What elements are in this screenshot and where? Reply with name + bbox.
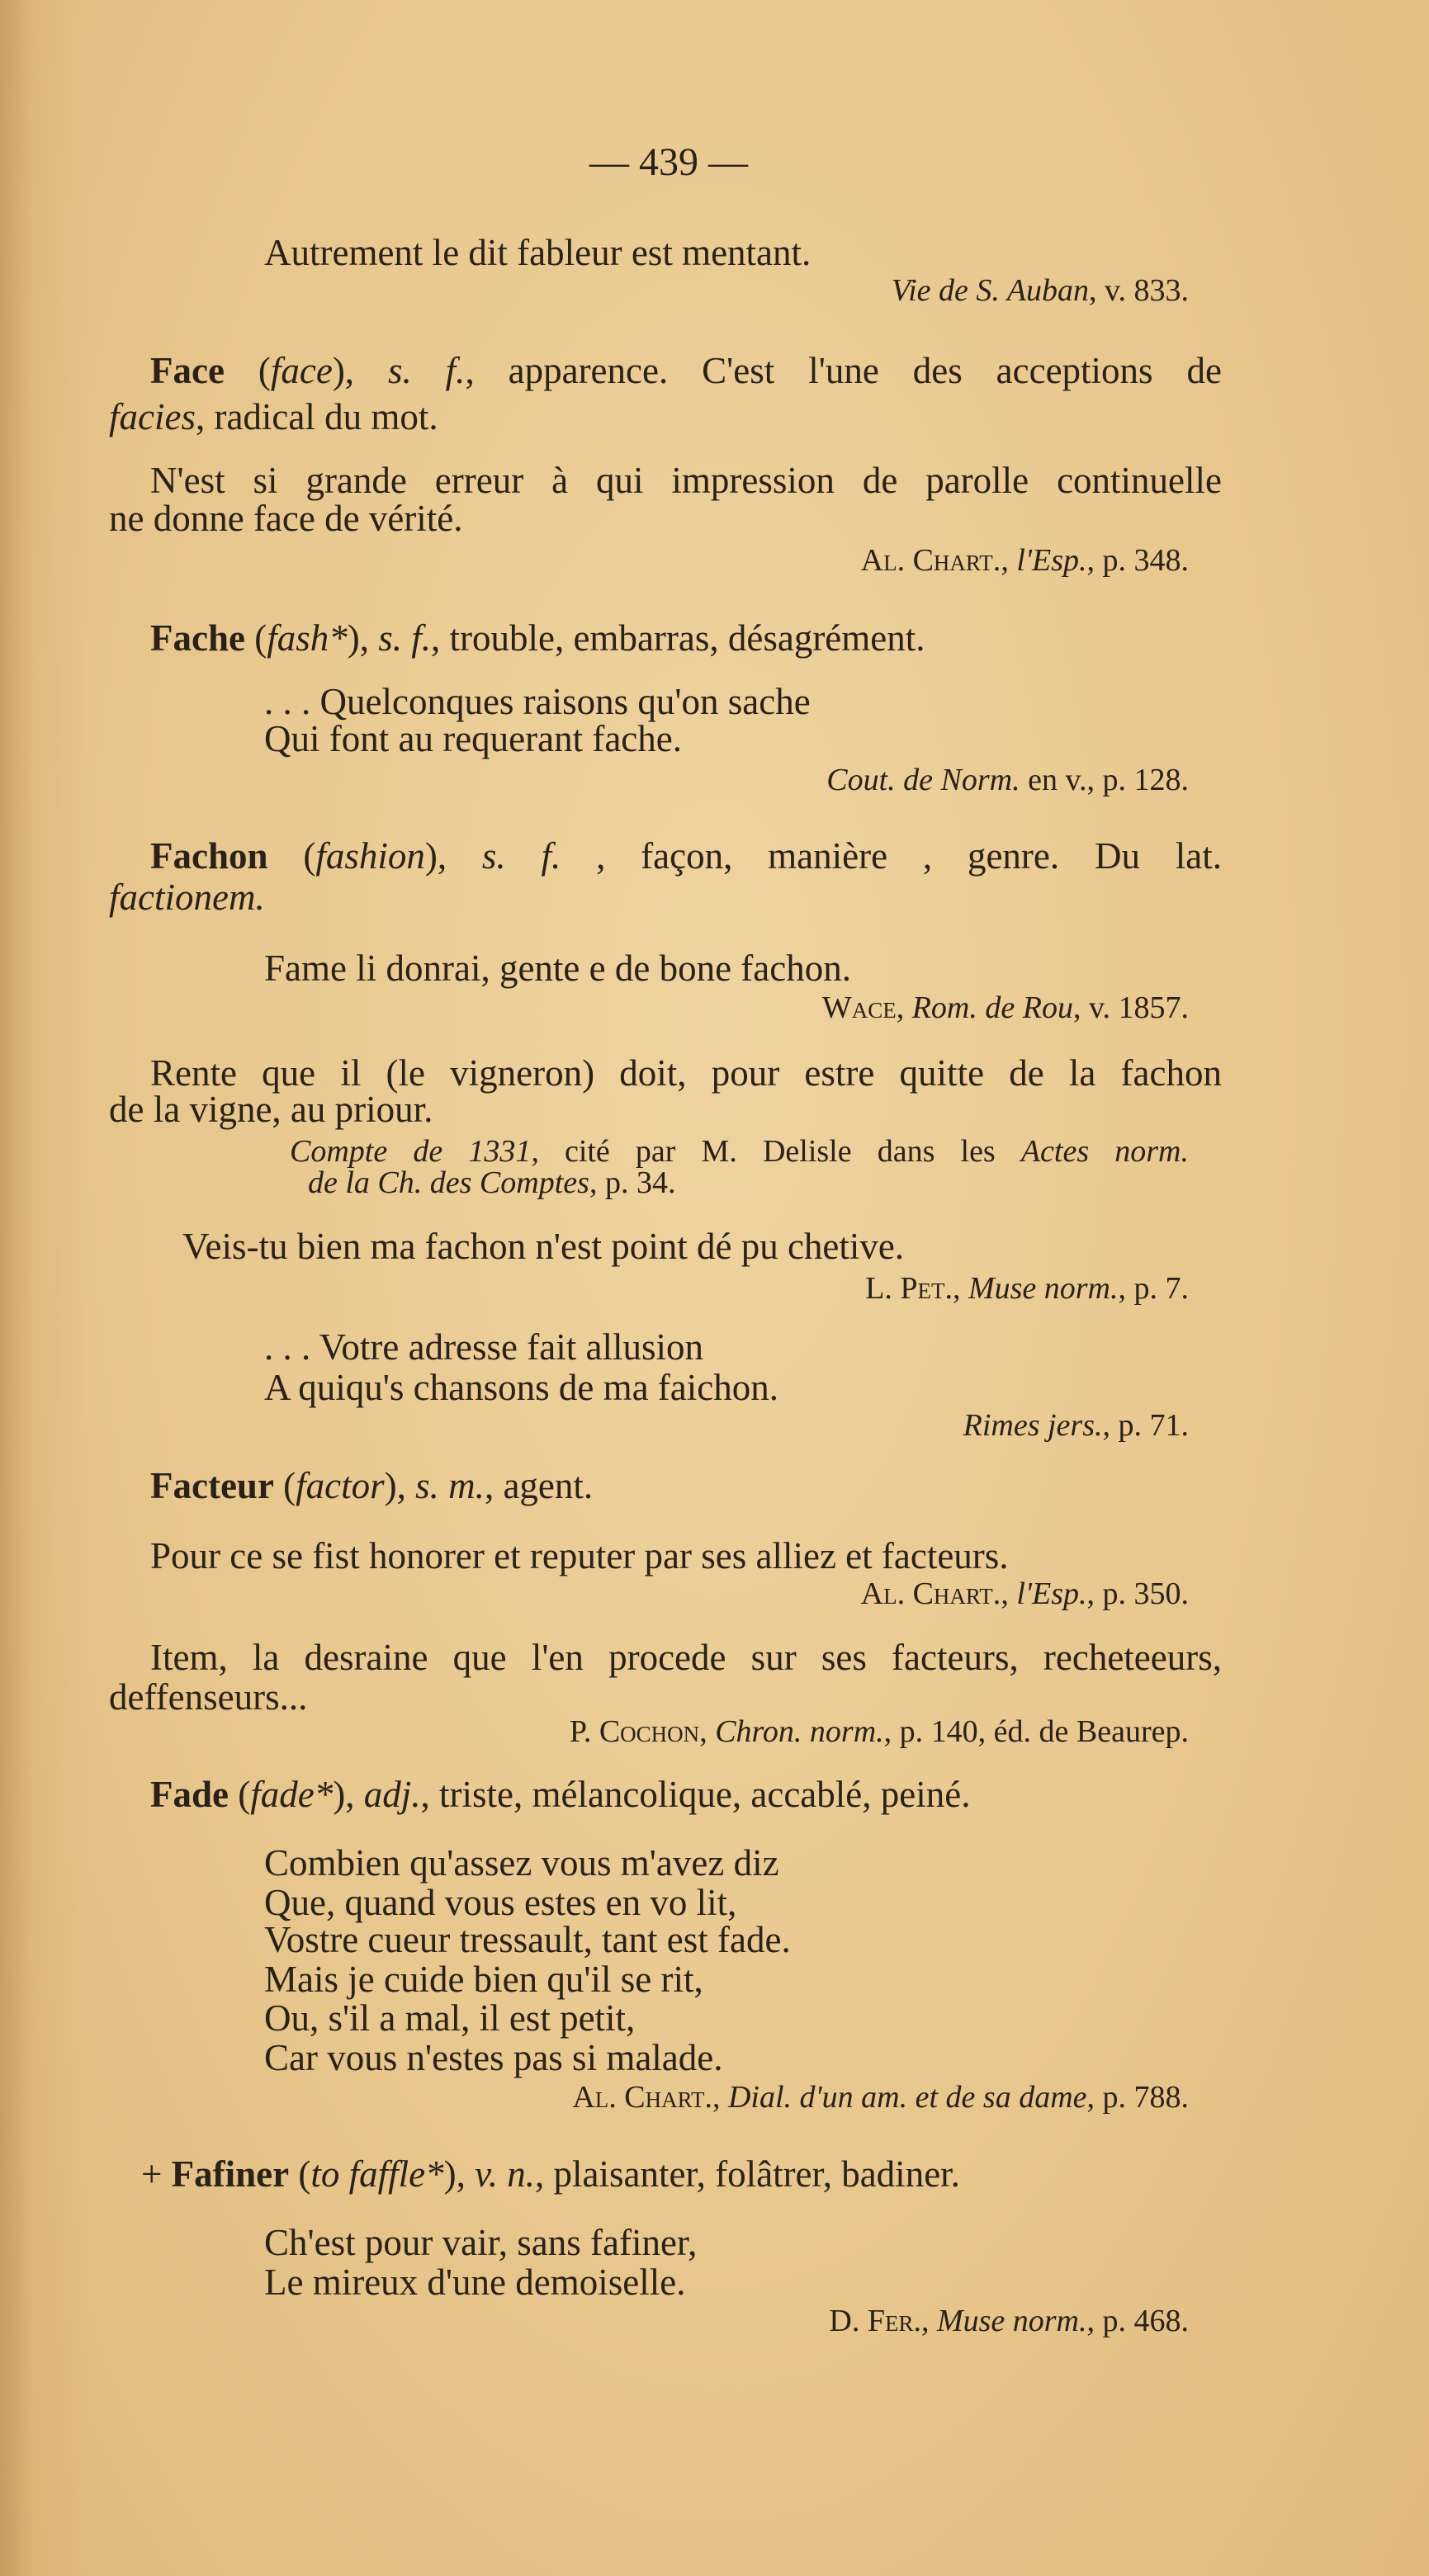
- text-segment: (: [244, 617, 267, 659]
- text-segment: ),: [424, 835, 482, 877]
- text-segment: Autrement le dit fableur est mentant.: [264, 232, 812, 273]
- text-segment: Dial. d'un am. et de sa dame: [727, 2080, 1087, 2115]
- text-segment: (: [273, 1465, 296, 1506]
- text-segment: , façon, manière , genre. Du lat.: [561, 835, 1222, 877]
- text-segment: fashion: [315, 835, 425, 877]
- text-segment: ,: [920, 2304, 937, 2338]
- text-segment: factor: [296, 1465, 385, 1506]
- entry-line: [150, 459, 1222, 502]
- verse-line: [264, 1997, 635, 2040]
- text-segment: (: [224, 350, 271, 391]
- text-segment: . . . Votre adresse fait allusion: [264, 1326, 703, 1368]
- text-segment: +: [141, 2153, 172, 2195]
- text-segment: , p. 348.: [1086, 543, 1189, 578]
- text-segment: , p. 468.: [1086, 2304, 1189, 2338]
- text-segment: ,: [712, 2080, 728, 2115]
- text-segment: ne donne face de vérité.: [109, 498, 463, 539]
- entry-line: [150, 1464, 593, 1507]
- text-segment: . . . Quelconques raisons qu'on sache: [264, 681, 811, 722]
- entry-line: [150, 617, 925, 659]
- text-segment: de la vigne, au priour.: [109, 1089, 433, 1130]
- author-name: D. Fer.: [829, 2304, 921, 2338]
- text-segment: Le mireux d'une demoiselle.: [264, 2262, 686, 2303]
- text-segment: s. f.: [378, 617, 431, 659]
- text-segment: N'est si grande erreur à qui impression de parolle continuelle: [150, 460, 1222, 501]
- text-segment: de la Ch. des Comptes: [308, 1165, 589, 1200]
- text-segment: ),: [332, 350, 388, 391]
- text-segment: Item, la desraine que l'en procede sur ses facteurs, recheteeurs,: [150, 1637, 1222, 1678]
- text-segment: ),: [384, 1465, 416, 1506]
- text-segment: Chron. norm.: [715, 1714, 884, 1749]
- text-segment: l'Esp.: [1016, 1576, 1087, 1611]
- citation: [572, 2076, 1189, 2119]
- author-name: Wace: [821, 990, 897, 1025]
- verse-line: [264, 1958, 703, 2001]
- text-segment: s. f.: [481, 835, 561, 877]
- entry-continuation: [109, 1676, 307, 1718]
- text-segment: (: [229, 1774, 251, 1815]
- text-segment: , triste, mélancolique, accablé, peiné.: [420, 1774, 971, 1815]
- text-segment: Ou, s'il a mal, il est petit,: [264, 1997, 636, 2039]
- text-segment: , plaisanter, folâtrer, badiner.: [534, 2153, 960, 2195]
- entry-line: [141, 2153, 960, 2196]
- entry-line: [150, 834, 1222, 877]
- text-segment: Muse norm.: [936, 2304, 1087, 2338]
- text-segment: , radical du mot.: [195, 396, 438, 437]
- verse-line: [264, 2036, 723, 2079]
- text-segment: Car vous n'estes pas si malade.: [264, 2037, 723, 2078]
- text-segment: Ch'est pour vair, sans fafiner,: [264, 2222, 698, 2263]
- text-segment: , agent.: [484, 1465, 594, 1506]
- text-segment: s. f.: [387, 350, 466, 391]
- verse-line: [264, 231, 811, 274]
- text-segment: ,: [896, 990, 912, 1025]
- text-segment: Mais je cuide bien qu'il se rit,: [264, 1959, 703, 2000]
- text-segment: Actes norm.: [1020, 1134, 1189, 1169]
- author-name: L. Pet.: [865, 1271, 953, 1306]
- text-segment: (: [267, 835, 316, 877]
- text-segment: ),: [333, 1774, 364, 1815]
- entry-continuation: [109, 395, 438, 438]
- text-segment: fash*: [267, 617, 348, 659]
- text-segment: ,: [699, 1714, 716, 1749]
- text-segment: , p. 34.: [589, 1165, 676, 1200]
- headword: Facteur: [150, 1465, 274, 1506]
- entry-continuation: [109, 876, 265, 919]
- text-segment: Cout. de Norm.: [826, 763, 1020, 797]
- text-segment: Combien qu'assez vous m'avez diz: [264, 1842, 779, 1884]
- text-segment: (: [289, 2153, 311, 2195]
- verse-line: [264, 1326, 703, 1368]
- verse-line: [264, 2221, 697, 2264]
- citation: [829, 2299, 1189, 2342]
- text-segment: Pour ce se fist honorer et reputer par ses alliez et facteurs.: [150, 1535, 1009, 1576]
- text-segment: Vie de S. Auban: [891, 273, 1089, 308]
- text-segment: ,: [952, 1271, 968, 1306]
- citation: [892, 269, 1189, 312]
- text-segment: A quiqu's chansons de ma faichon.: [264, 1367, 778, 1408]
- author-name: Al. Chart.: [860, 543, 1001, 578]
- text-segment: , p. 350.: [1086, 1576, 1189, 1611]
- text-segment: , trouble, embarras, désagrément.: [431, 617, 925, 659]
- text-segment: , p. 140, éd. de Beaurep.: [883, 1714, 1189, 1749]
- text-segment: , v. 833.: [1088, 273, 1189, 308]
- text-segment: Qui font au requerant fache.: [264, 718, 683, 759]
- text-segment: cité par M. Delisle dans les: [538, 1134, 1021, 1169]
- text-segment: , p. 788.: [1086, 2080, 1189, 2115]
- verse-line: [264, 717, 682, 760]
- entry-continuation: [109, 1088, 433, 1131]
- text-segment: Rente que il (le vigneron) doit, pour estre quitte de la fachon: [150, 1052, 1222, 1094]
- citation: [570, 1710, 1189, 1753]
- verse-line: [264, 1918, 791, 1961]
- citation: [308, 1161, 675, 1204]
- text-segment: v. n.: [475, 2153, 535, 2195]
- text-segment: , v. 1857.: [1072, 990, 1189, 1025]
- headword: Fafiner: [171, 2153, 290, 2195]
- text-segment: ,: [1001, 1576, 1017, 1611]
- citation: [865, 1267, 1189, 1310]
- verse-line: [182, 1225, 904, 1268]
- text-segment: Rom. de Rou: [911, 990, 1073, 1025]
- author-name: Al. Chart.: [572, 2080, 712, 2115]
- text-segment: , p. 7.: [1118, 1271, 1189, 1306]
- entry-line: [150, 1534, 1009, 1577]
- text-segment: s. m.: [415, 1465, 485, 1506]
- text-segment: deffenseurs...: [109, 1676, 308, 1718]
- entry-line: [150, 1773, 970, 1816]
- verse-line: [264, 1366, 778, 1409]
- text-segment: Veis-tu bien ma fachon n'est point dé pu chetive.: [182, 1226, 905, 1267]
- page-number: — 439 —: [589, 140, 748, 184]
- text-segment: , apparence. C'est l'une des acceptions de: [465, 350, 1222, 391]
- text-segment: l'Esp.: [1016, 543, 1087, 578]
- text-segment: to faffle*: [310, 2153, 444, 2195]
- citation: [861, 539, 1189, 582]
- text-segment: face: [270, 350, 333, 391]
- text-segment: facies: [109, 396, 196, 437]
- text-segment: en v., p. 128.: [1020, 763, 1189, 797]
- text-segment: Muse norm.: [968, 1271, 1119, 1306]
- citation: [861, 1572, 1189, 1615]
- author-name: Al. Chart.: [860, 1576, 1001, 1611]
- text-segment: Fame li donrai, gente e de bone fachon.: [264, 948, 851, 989]
- headword: Face: [150, 350, 225, 391]
- text-segment: ),: [347, 617, 379, 659]
- text-segment: Rimes jers.: [963, 1408, 1103, 1443]
- text-segment: factionem.: [109, 877, 265, 918]
- text-segment: Que, quand vous estes en vo lit,: [264, 1882, 737, 1923]
- citation: [826, 759, 1189, 801]
- text-segment: ),: [443, 2153, 476, 2195]
- entry-line: [150, 349, 1222, 392]
- text-segment: , p. 71.: [1102, 1408, 1189, 1443]
- headword: Fachon: [150, 835, 268, 877]
- citation: [822, 986, 1189, 1029]
- author-name: P. Cochon: [569, 1714, 700, 1749]
- text-segment: Vostre cueur tressault, tant est fade.: [264, 1919, 791, 1960]
- citation: [963, 1404, 1189, 1447]
- text-segment: adj.: [363, 1774, 421, 1815]
- verse-line: [264, 2261, 685, 2304]
- verse-line: [264, 1841, 779, 1884]
- verse-line: [264, 947, 851, 990]
- text-segment: ,: [1001, 543, 1017, 578]
- entry-line: [150, 1636, 1222, 1679]
- headword: Fade: [150, 1774, 229, 1815]
- entry-continuation: [109, 497, 463, 540]
- text-segment: Compte de 1331,: [290, 1134, 539, 1169]
- headword: Fache: [150, 617, 245, 659]
- text-segment: fade*: [250, 1774, 334, 1815]
